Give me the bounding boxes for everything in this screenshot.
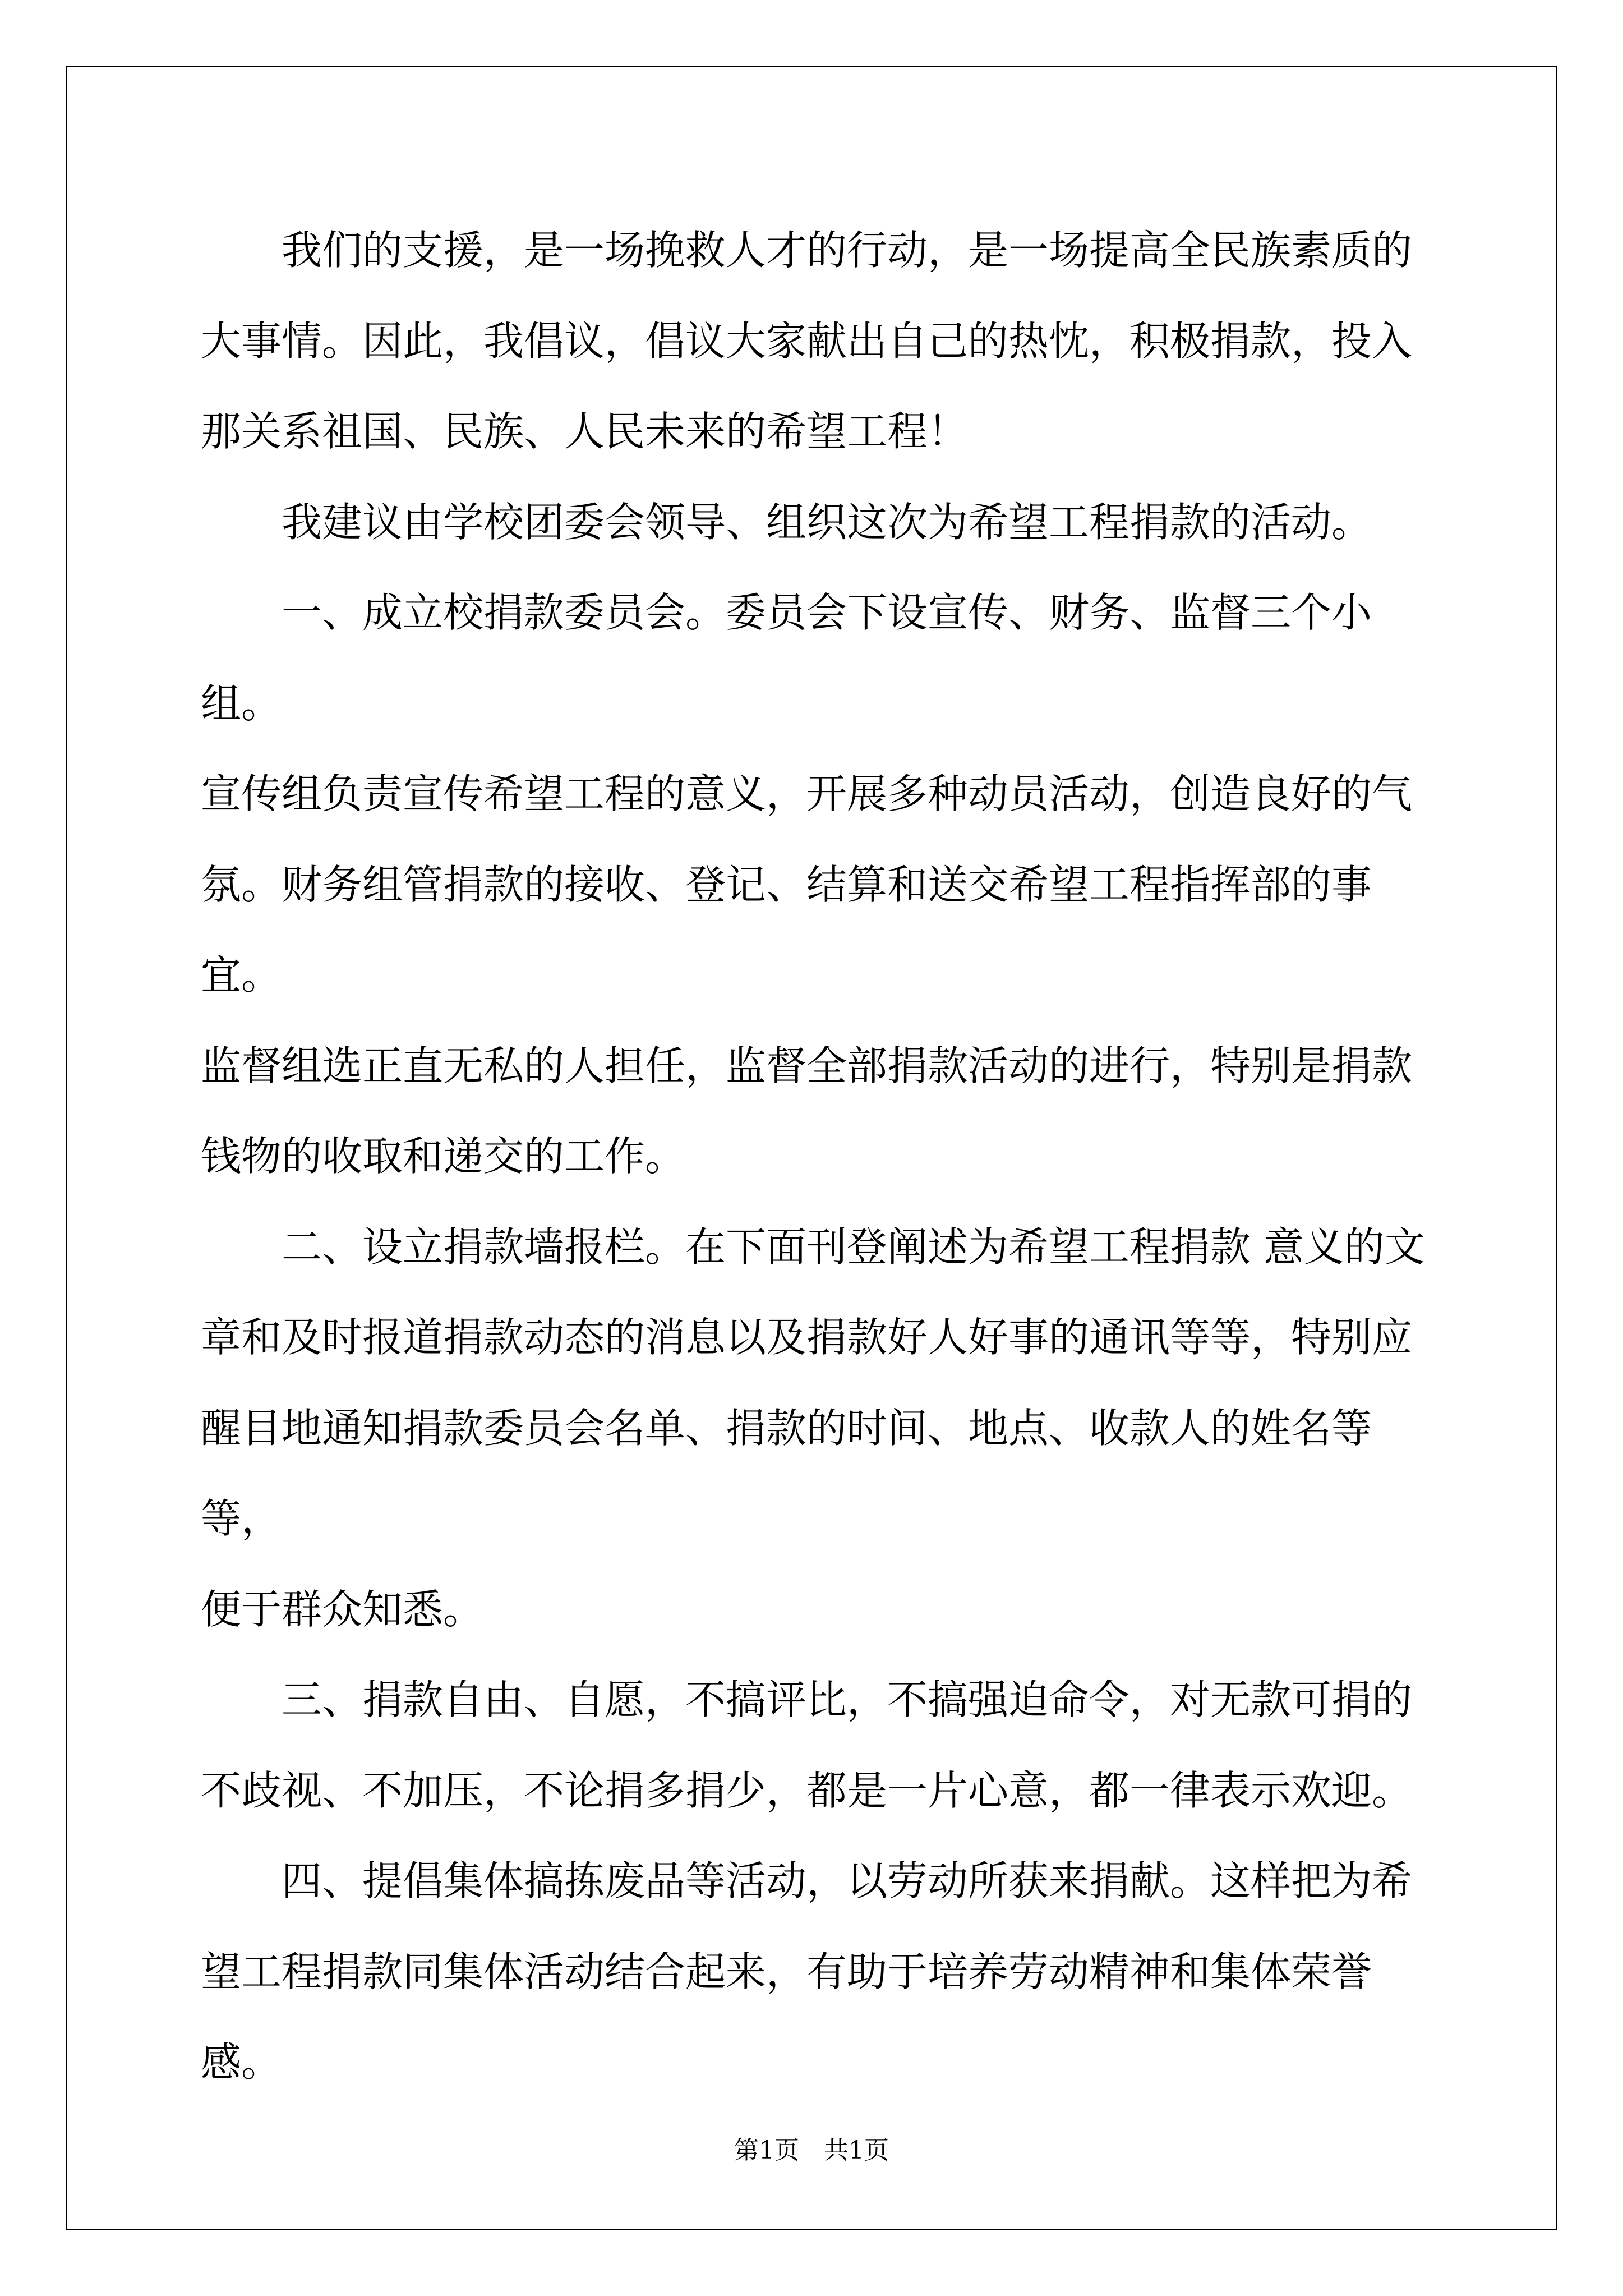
text-line: 一、成立校捐款委员会。委员会下设宣传、财务、监督三个小组。 [201, 589, 1372, 727]
text-line: 便于群众知悉。 [201, 1585, 484, 1633]
text-line: 望工程捐款同集体活动结合起来，有助于培养劳动精神和集体荣誉感。 [201, 1948, 1372, 2086]
text-line: 钱物的收取和递交的工作。 [201, 1133, 686, 1180]
text-line: 醒目地通知捐款委员会名单、捐款的时间、地点、收款人的姓名等等， [201, 1404, 1372, 1542]
text-line: 大事情。因此，我倡议，倡议大家献出自己的热忱，积极捐款，投入 [201, 317, 1413, 365]
text-line: 不歧视、不加压，不论捐多捐少，都是一片心意，都一律表示欢迎。 [201, 1766, 1413, 1814]
text-line: 我建议由学校团委会领导、组织这次为希望工程捐款的活动。 [201, 498, 1372, 546]
text-line: 三、捐款自由、自愿，不搞评比，不搞强迫命令，对无款可捐的 [201, 1676, 1413, 1723]
text-line: 二、设立捐款墙报栏。在下面刊登阐述为希望工程捐款 意义的文 [201, 1223, 1425, 1271]
text-line: 章和及时报道捐款动态的消息以及捐款好人好事的通讯等等，特别应 [201, 1314, 1413, 1361]
document-body [201, 205, 1445, 2108]
text-line: 那关系祖国、民族、人民未来的希望工程！ [201, 408, 969, 455]
text-line: 四、提倡集体搞拣废品等活动，以劳动所获来捐献。这样把为希 [201, 1857, 1413, 1904]
text-line: 我们的支援，是一场挽救人才的行动，是一场提高全民族素质的 [201, 227, 1413, 274]
text-line: 氛。财务组管捐款的接收、登记、结算和送交希望工程指挥部的事宜。 [201, 861, 1372, 999]
page-number-footer: 第1页 共1页 [734, 2136, 889, 2165]
text-line: 监督组选正直无私的人担任，监督全部捐款活动的进行，特别是捐款 [201, 1042, 1413, 1089]
text-line: 宣传组负责宣传希望工程的意义，开展多种动员活动，创造良好的气 [201, 770, 1413, 817]
